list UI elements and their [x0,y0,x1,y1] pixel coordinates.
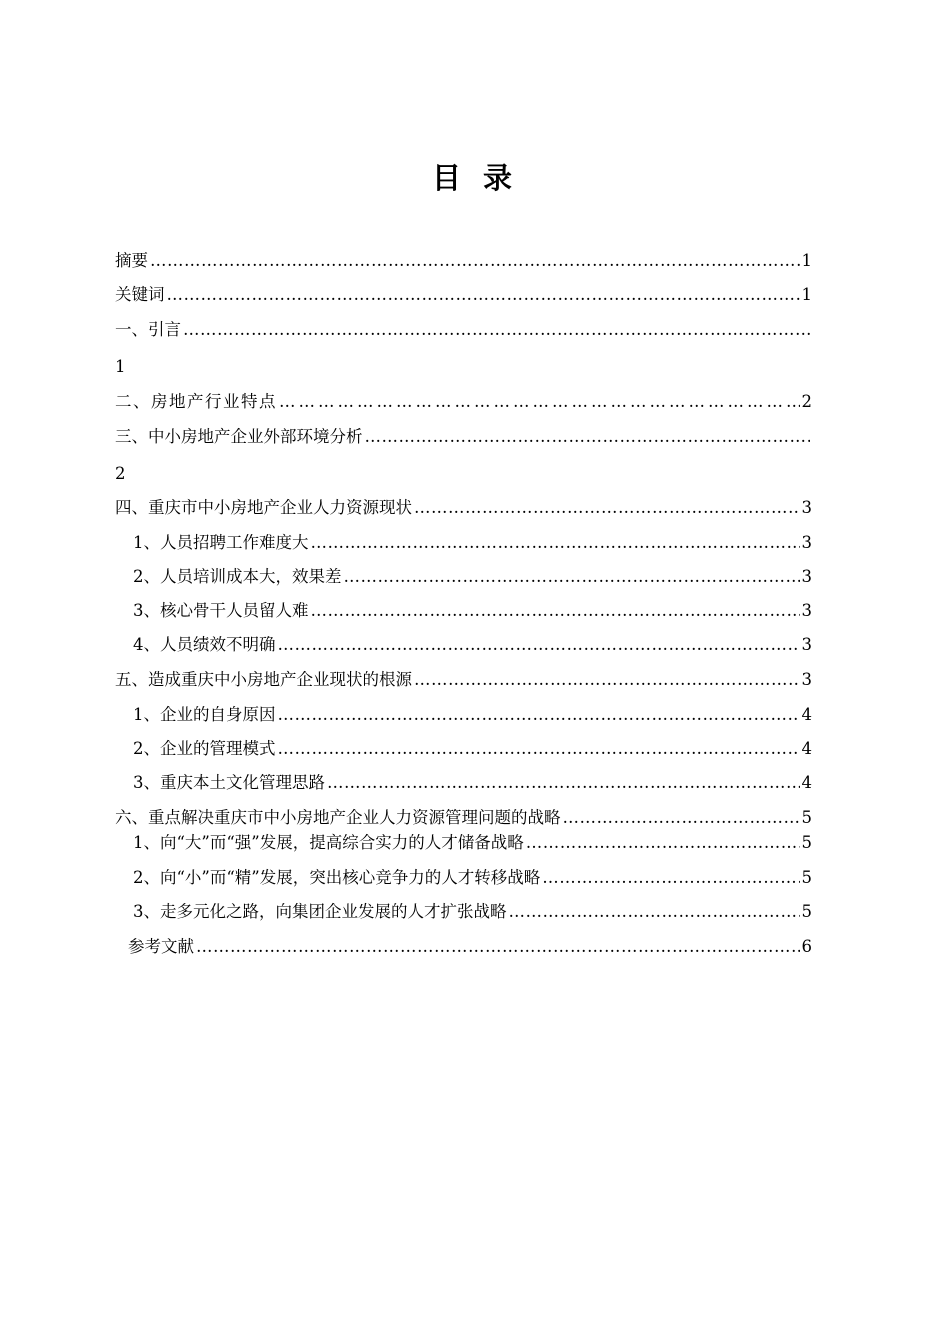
toc-entry-label: 1、向“大”而“强”发展，提高综合实力的人才储备战略 [133,833,524,852]
toc-entry-label: 3、核心骨干人员留人难 [133,601,309,620]
toc-entry-page: 3 [801,498,812,517]
dot-leader [509,901,800,923]
toc-entry-label: 四、重庆市中小房地产企业人力资源现状 [115,498,412,517]
toc-entry-retention[interactable] [133,600,812,622]
toc-entry-expansion-strategy[interactable] [133,901,812,923]
toc-entry-label: 3、重庆本土文化管理思路 [133,773,325,792]
toc-entry-page: 3 [801,601,812,620]
toc-entry-introduction[interactable] [115,319,812,341]
toc-entry-label: 4、人员绩效不明确 [133,635,276,654]
dot-leader [278,704,800,726]
dot-leader [542,867,799,889]
toc-entry-root-causes[interactable] [115,669,812,691]
dot-leader [167,284,800,306]
toc-entry-training[interactable] [133,566,812,588]
dot-leader [150,250,800,272]
dot-leader [311,532,800,554]
toc-entry-label: 一、引言 [115,320,181,339]
toc-entry-label: 五、造成重庆中小房地产企业现状的根源 [115,670,412,689]
toc-entry-page: 3 [801,567,812,586]
dot-leader [196,936,800,958]
toc-entry-page: 5 [801,833,812,852]
toc-entry-page: 1 [801,251,812,270]
dot-leader [526,832,800,854]
toc-entry-page: 5 [801,868,812,887]
dot-leader [414,669,800,691]
toc-entry-page: 6 [801,937,812,956]
toc-entry-page: 3 [801,635,812,654]
toc-entry-references[interactable] [128,936,812,958]
dot-leader [365,426,811,448]
toc-entry-page: 4 [801,739,812,758]
toc-entry-label: 2、向“小”而“精”发展，突出核心竞争力的人才转移战略 [133,868,541,887]
toc-entry-page: 2 [115,464,126,483]
toc-entry-label: 1、企业的自身原因 [133,705,276,724]
dot-leader [278,634,800,656]
toc-entry-external-environment[interactable] [115,426,812,448]
toc-entry-industry-features[interactable] [115,391,812,413]
toc-entry-page: 2 [801,392,812,411]
toc-entry-internal-reasons[interactable] [133,704,812,726]
toc-entry-page: 4 [801,705,812,724]
toc-entry-label: 2、人员培训成本大，效果差 [133,567,342,586]
toc-entry-label: 2、企业的管理模式 [133,739,276,758]
toc-entry-reserve-strategy[interactable] [133,832,812,854]
dot-leader [327,772,800,794]
page-title: 目 录 [431,161,519,195]
toc-entry-page: 4 [801,773,812,792]
toc-entry-performance[interactable] [133,634,812,656]
toc-entry-hr-status[interactable] [115,497,812,519]
dot-leader [414,497,800,519]
dot-leader [311,600,800,622]
toc-entry-page: 1 [801,285,812,304]
toc-entry-label: 1、人员招聘工作难度大 [133,533,309,552]
toc-entry-page: 1 [115,357,126,376]
dot-leader [563,807,800,829]
toc-entry-label: 三、中小房地产企业外部环境分析 [115,427,363,446]
toc-entry-abstract[interactable] [115,250,812,272]
toc-entry-label: 二、房地产行业特点 [115,392,277,411]
dot-leader [183,319,810,341]
toc-entry-keywords[interactable] [115,284,812,306]
toc-entry-label: 3、走多元化之路，向集团企业发展的人才扩张战略 [133,902,507,921]
dot-leader [279,391,800,413]
toc-entry-label: 六、重点解决重庆市中小房地产企业人力资源管理问题的战略 [115,808,561,827]
toc-entry-page: 5 [801,808,812,827]
toc-entry-recruitment[interactable] [133,532,812,554]
toc-entry-page: 5 [801,902,812,921]
toc-entry-page: 3 [801,670,812,689]
toc-entry-label: 摘要 [115,251,148,270]
toc-entry-strategies[interactable] [115,807,812,829]
toc-entry-page: 3 [801,533,812,552]
toc-entry-label: 参考文献 [128,937,194,956]
dot-leader [278,738,800,760]
toc-entry-management-model[interactable] [133,738,812,760]
toc-entry-local-culture[interactable] [133,772,812,794]
toc-entry-transfer-strategy[interactable] [133,867,812,889]
dot-leader [344,566,800,588]
toc-entry-label: 关键词 [115,285,165,304]
